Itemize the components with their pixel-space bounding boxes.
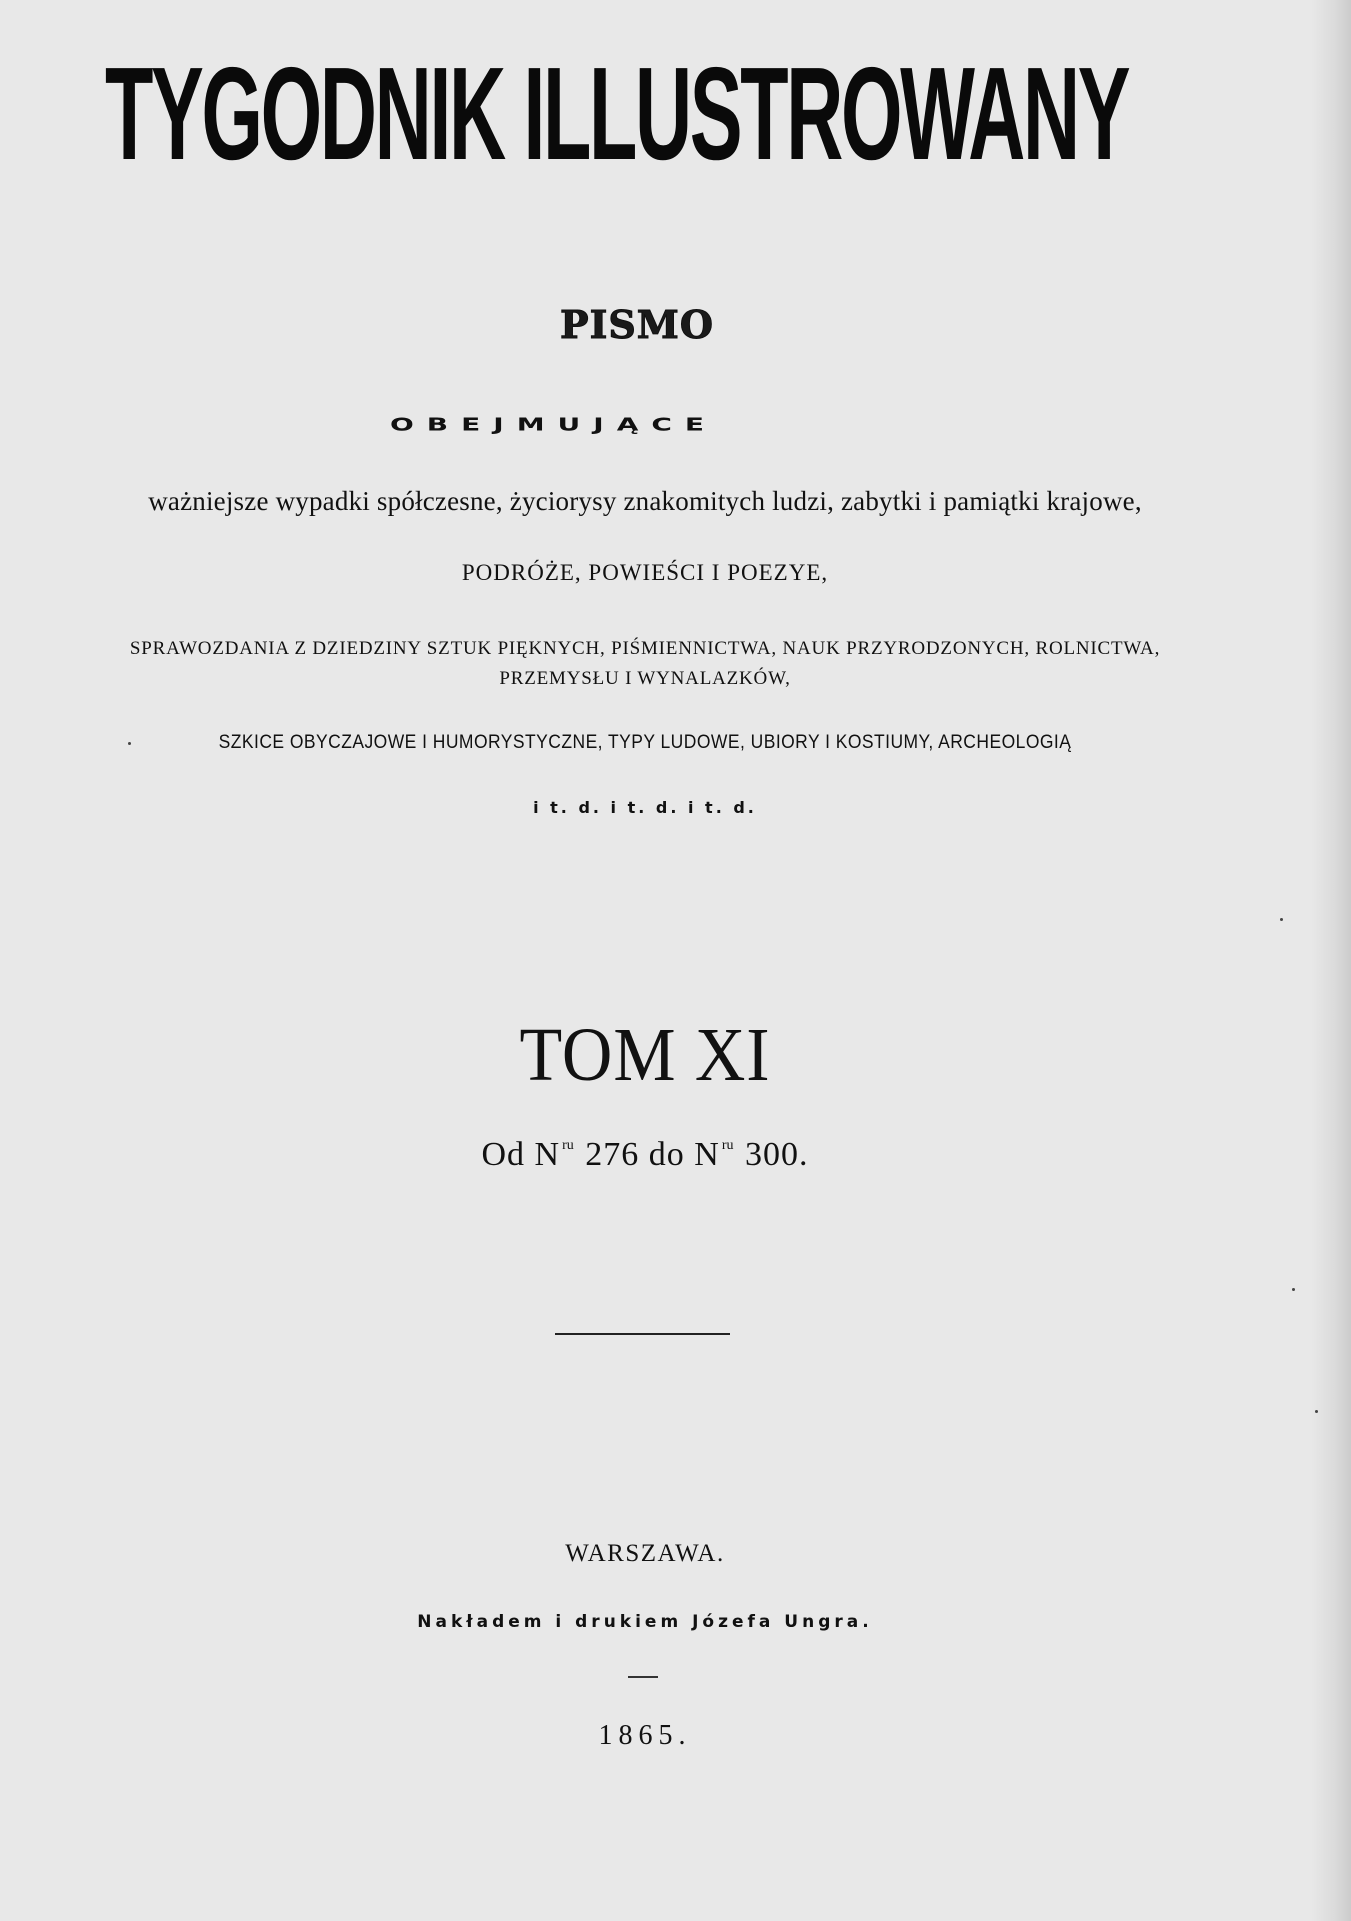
range-from: 276 <box>585 1136 640 1173</box>
sprawozdania-block <box>0 634 1290 694</box>
subtitle-pismo: PISMO <box>560 302 714 347</box>
paper-speck <box>128 742 131 745</box>
city-line: WARSZAWA. <box>565 1540 725 1567</box>
range-od: Od N <box>481 1136 561 1173</box>
range-sup-2: ru <box>721 1138 734 1153</box>
page-edge-shadow <box>1311 0 1351 1921</box>
short-divider-rule <box>628 1676 658 1678</box>
range-to: 300. <box>745 1136 809 1173</box>
year-line: 1865. <box>598 1720 692 1751</box>
szkice-line: SZKICE OBYCZAJOWE I HUMORYSTYCZNE, TYPY LUDOWE, UBIORY I KOSTIUMY, ARCHEOLOGIĄ <box>218 732 1072 753</box>
sprawozdania-line-1: SPRAWOZDANIA Z DZIEDZINY SZTUK PIĘKNYCH, PIŚMIENNICTWA, NAUK PRZYRODZONYCH, ROLNICTWA, <box>129 638 1161 659</box>
publisher-line: Nakładem i drukiem Józefa Ungra. <box>417 1612 873 1632</box>
issue-range <box>0 1136 1290 1174</box>
volume-title: TOM XI <box>519 1013 771 1097</box>
itd-line: i t. d. i t. d. i t. d. <box>533 798 757 817</box>
paper-speck <box>1315 1410 1318 1413</box>
subtitle-obejmujace: OBEJMUJĄCE <box>390 414 718 435</box>
description-line: ważniejsze wypadki spółczesne, życiorysy znakomitych ludzi, zabytki i pamiątki krajowe, <box>148 486 1142 516</box>
podroze-line: PODRÓŻE, POWIEŚCI I POEZYE, <box>461 560 829 585</box>
range-do: do N <box>648 1136 720 1173</box>
range-sup-1: ru <box>562 1138 574 1153</box>
paper-speck <box>1292 1288 1295 1291</box>
journal-title: TYGODNIK ILLUSTROWANY <box>105 40 1129 187</box>
paper-speck <box>1280 918 1283 921</box>
sprawozdania-line-2: PRZEMYSŁU I WYNALAZKÓW, <box>499 668 791 689</box>
divider-rule <box>555 1333 730 1335</box>
